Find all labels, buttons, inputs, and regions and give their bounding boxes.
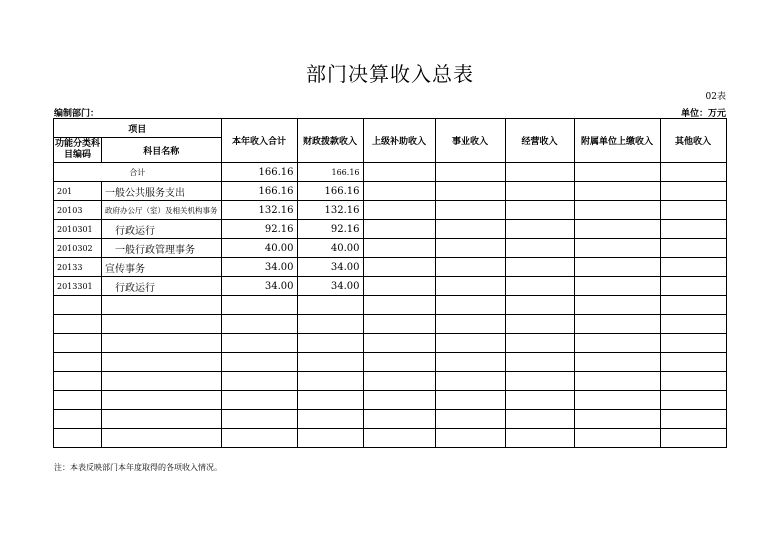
row-code: 2010301 xyxy=(54,220,102,239)
header-code: 功能分类科目编码 xyxy=(54,138,102,163)
row-total: 34.00 xyxy=(221,277,297,296)
row-fiscal: 166.16 xyxy=(297,182,363,201)
empty-row xyxy=(54,429,727,448)
total-total: 166.16 xyxy=(221,163,297,182)
header-upper: 上级补助收入 xyxy=(363,119,435,163)
table-row xyxy=(54,277,727,296)
row-fiscal: 34.00 xyxy=(297,277,363,296)
row-total: 92.16 xyxy=(221,220,297,239)
row-total: 34.00 xyxy=(221,258,297,277)
total-fiscal: 166.16 xyxy=(297,163,363,182)
row-total: 40.00 xyxy=(221,239,297,258)
empty-row xyxy=(54,296,727,315)
row-subject: 政府办公厅（室）及相关机构事务 xyxy=(102,201,222,220)
row-code: 20103 xyxy=(54,201,102,220)
table-row xyxy=(54,201,727,220)
table-row xyxy=(54,220,727,239)
empty-row xyxy=(54,315,727,334)
form-number: 02表 xyxy=(705,92,726,102)
header-project: 项目 xyxy=(54,119,222,138)
empty-row xyxy=(54,391,727,410)
empty-row xyxy=(54,353,727,372)
row-code: 2010302 xyxy=(54,239,102,258)
row-fiscal: 132.16 xyxy=(297,201,363,220)
row-code: 2013301 xyxy=(54,277,102,296)
row-total: 132.16 xyxy=(221,201,297,220)
row-total: 166.16 xyxy=(221,182,297,201)
row-code: 20133 xyxy=(54,258,102,277)
row-code: 201 xyxy=(54,182,102,201)
table-row xyxy=(54,258,727,277)
header-operating: 经营收入 xyxy=(505,119,574,163)
department-label: 编制部门： xyxy=(54,109,100,119)
footnote: 注：本表反映部门本年度取得的各项收入情况。 xyxy=(54,463,222,472)
income-summary-table xyxy=(53,118,727,448)
header-fiscal: 财政拨款收入 xyxy=(297,119,363,163)
row-fiscal: 40.00 xyxy=(297,239,363,258)
table-row xyxy=(54,239,727,258)
row-subject: 宣传事务 xyxy=(102,258,222,277)
total-label: 合计 xyxy=(54,163,222,182)
row-subject: 行政运行 xyxy=(102,277,222,296)
row-subject: 一般行政管理事务 xyxy=(102,239,222,258)
total-row xyxy=(54,163,727,182)
unit-label: 单位：万元 xyxy=(680,109,726,119)
empty-row xyxy=(54,410,727,429)
header-business: 事业收入 xyxy=(435,119,505,163)
page-title: 部门决算收入总表 xyxy=(306,62,474,86)
header-subject: 科目名称 xyxy=(102,138,222,163)
empty-row xyxy=(54,334,727,353)
row-subject: 一般公共服务支出 xyxy=(102,182,222,201)
header-other: 其他收入 xyxy=(660,119,726,163)
row-fiscal: 34.00 xyxy=(297,258,363,277)
table-row xyxy=(54,182,727,201)
row-fiscal: 92.16 xyxy=(297,220,363,239)
row-subject: 行政运行 xyxy=(102,220,222,239)
header-total: 本年收入合计 xyxy=(221,119,297,163)
empty-row xyxy=(54,372,727,391)
header-affiliated: 附属单位上缴收入 xyxy=(574,119,660,163)
